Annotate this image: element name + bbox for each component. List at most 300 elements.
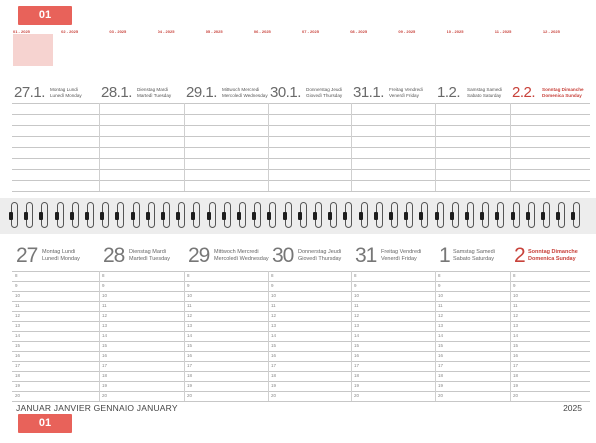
hour-label: 20 <box>354 393 360 398</box>
month-grid <box>495 34 541 78</box>
month-day-cell <box>81 72 88 77</box>
hour-label: 15 <box>438 343 444 348</box>
column-divider <box>99 103 100 191</box>
spiral-ring <box>314 202 323 230</box>
spiral-ring <box>329 202 338 230</box>
column-divider <box>435 103 436 191</box>
spiral-ring <box>162 202 171 230</box>
day-date: 29.1. <box>186 84 217 101</box>
month-day-cell <box>254 72 261 77</box>
hour-label: 19 <box>15 383 21 388</box>
hour-label: 14 <box>513 333 519 338</box>
month-title: 02 - 2025 <box>61 29 79 34</box>
spiral-ring <box>527 202 536 230</box>
hour-label: 14 <box>187 333 193 338</box>
month-grid <box>206 34 252 78</box>
spiral-ring <box>360 202 369 230</box>
month-day-cell <box>267 72 274 77</box>
spiral-ring <box>512 202 521 230</box>
month-day-cell <box>39 72 46 77</box>
month-day-cell <box>480 72 487 77</box>
month-day-cell <box>447 72 454 77</box>
hour-label: 18 <box>187 373 193 378</box>
day-name-line: Montag Lundi <box>42 249 76 255</box>
hour-label: 9 <box>513 283 516 288</box>
month-day-cell <box>508 72 515 77</box>
bottom-page <box>0 234 596 443</box>
month-day-cell <box>61 72 68 77</box>
day-name-line: Giovedì Thursday <box>306 92 343 98</box>
month-day-cell <box>20 72 27 77</box>
column-divider <box>351 103 352 191</box>
hour-label: 20 <box>15 393 21 398</box>
day-name-line: Montag Lundi <box>50 87 78 92</box>
day-names <box>42 249 80 262</box>
bottom-hour-grid <box>12 271 590 402</box>
month-grid <box>350 34 396 78</box>
hour-label: 13 <box>271 323 277 328</box>
spiral-ring <box>10 202 19 230</box>
hour-label: 8 <box>438 273 441 278</box>
month-day-cell <box>74 72 81 77</box>
year-overview-calendars <box>12 29 590 81</box>
month-day-cell <box>280 72 287 77</box>
month-tab-top[interactable]: 01 <box>18 6 72 25</box>
hour-label: 15 <box>187 343 193 348</box>
month-day-cell <box>350 72 357 77</box>
month-day-cell <box>486 72 493 77</box>
top-day-header <box>184 83 268 103</box>
month-grid <box>254 34 300 78</box>
day-names <box>50 87 82 98</box>
month-day-cell <box>405 72 412 77</box>
spiral-ring <box>192 202 201 230</box>
hour-label: 19 <box>187 383 193 388</box>
day-date: 31.1. <box>353 84 384 101</box>
month-day-cell <box>342 72 349 77</box>
day-name-line: Martedì Tuesday <box>137 92 172 98</box>
month-day-cell <box>534 72 541 77</box>
month-day-cell <box>46 72 53 77</box>
day-date: 30.1. <box>270 84 301 101</box>
month-calendar <box>13 29 59 81</box>
top-day-header <box>510 83 590 103</box>
hour-label: 9 <box>102 283 105 288</box>
hour-label: 17 <box>15 363 21 368</box>
writing-line <box>12 191 590 192</box>
hour-label: 13 <box>354 323 360 328</box>
hour-label: 17 <box>438 363 444 368</box>
hour-label: 13 <box>15 323 21 328</box>
day-name-line: Domenica Sunday <box>542 92 582 98</box>
day-name-line: Sabato Saturday <box>467 92 502 98</box>
spiral-ring <box>177 202 186 230</box>
day-date: 1.2. <box>437 84 461 101</box>
hour-label: 18 <box>15 373 21 378</box>
month-day-cell <box>142 72 149 77</box>
month-day-cell <box>158 72 165 77</box>
day-number: 30 <box>272 244 294 267</box>
hour-label: 16 <box>438 353 444 358</box>
month-grid <box>158 34 204 78</box>
month-day-cell <box>377 72 384 77</box>
column-divider <box>435 271 436 401</box>
top-day-header <box>351 83 435 103</box>
month-title: 03 - 2025 <box>109 29 127 34</box>
hour-label: 12 <box>102 313 108 318</box>
month-day-cell <box>109 72 116 77</box>
day-name-line: Mittwoch Mercredi <box>214 249 259 255</box>
hour-label: 12 <box>187 313 193 318</box>
spiral-ring <box>284 202 293 230</box>
month-title: 11 - 2025 <box>494 29 512 34</box>
hour-label: 19 <box>354 383 360 388</box>
day-number: 31 <box>355 244 377 267</box>
day-name-line: Domenica Sunday <box>528 255 576 262</box>
month-calendar <box>302 29 348 81</box>
top-day-header <box>12 83 99 103</box>
hour-label: 12 <box>354 313 360 318</box>
hour-label: 14 <box>354 333 360 338</box>
day-date: 2.2. <box>512 84 536 101</box>
month-day-cell <box>260 72 267 77</box>
month-title: 06 - 2025 <box>253 29 271 34</box>
column-divider <box>184 271 185 401</box>
bottom-day-header <box>188 244 268 272</box>
hour-label: 20 <box>438 393 444 398</box>
spiral-ring <box>572 202 581 230</box>
hour-label: 11 <box>438 303 443 308</box>
top-page <box>0 0 596 198</box>
spiral-ring <box>375 202 384 230</box>
spiral-ring <box>253 202 262 230</box>
spiral-ring <box>557 202 566 230</box>
spiral-ring <box>344 202 353 230</box>
hour-label: 14 <box>15 333 21 338</box>
spiral-ring <box>238 202 247 230</box>
spiral-ring <box>268 202 277 230</box>
hour-label: 18 <box>354 373 360 378</box>
top-day-header <box>99 83 184 103</box>
month-calendar <box>543 29 589 81</box>
spiral-ring <box>101 202 110 230</box>
bottom-day-header <box>103 244 184 272</box>
column-divider <box>268 271 269 401</box>
hour-label: 19 <box>513 383 519 388</box>
month-day-cell <box>315 72 322 77</box>
month-day-cell <box>293 72 300 77</box>
day-names <box>214 249 269 262</box>
day-names <box>389 87 423 98</box>
spiral-ring <box>208 202 217 230</box>
month-title: 08 - 2025 <box>350 29 368 34</box>
spiral-ring <box>116 202 125 230</box>
day-names <box>298 249 341 262</box>
day-number: 28 <box>103 244 125 267</box>
month-day-cell <box>335 72 342 77</box>
day-date: 27.1. <box>14 84 45 101</box>
month-grid <box>447 34 493 78</box>
month-calendar <box>398 29 444 81</box>
day-name-line: Dienstag Mardi <box>137 87 168 92</box>
hour-label: 16 <box>15 353 21 358</box>
day-name-line: Venerdì Friday <box>389 92 419 98</box>
month-day-cell <box>412 72 419 77</box>
month-day-cell <box>363 72 370 77</box>
hour-label: 19 <box>438 383 444 388</box>
hour-label: 11 <box>513 303 518 308</box>
month-day-cell <box>287 72 294 77</box>
hour-label: 15 <box>513 343 519 348</box>
top-day-header <box>435 83 510 103</box>
column-divider <box>510 103 511 191</box>
spiral-ring <box>481 202 490 230</box>
month-day-cell <box>521 72 528 77</box>
hour-label: 17 <box>187 363 193 368</box>
month-day-cell <box>13 72 20 77</box>
month-calendar <box>61 29 107 81</box>
hour-label: 13 <box>438 323 444 328</box>
bottom-day-header <box>439 244 510 272</box>
spiral-ring <box>466 202 475 230</box>
hour-label: 9 <box>271 283 274 288</box>
footer-month: JANUAR JANVIER GENNAIO JANUARY <box>16 403 178 413</box>
month-day-cell <box>94 72 101 77</box>
hour-label: 12 <box>438 313 444 318</box>
hour-label: 17 <box>271 363 277 368</box>
spiral-ring <box>390 202 399 230</box>
day-name-line: Donnerstag Jeudi <box>306 87 343 92</box>
hour-label: 19 <box>102 383 108 388</box>
hour-label: 15 <box>271 343 277 348</box>
month-day-cell <box>390 72 397 77</box>
hour-label: 10 <box>187 293 193 298</box>
spiral-binding <box>0 198 596 234</box>
hour-label: 16 <box>271 353 277 358</box>
month-day-cell <box>563 72 570 77</box>
month-calendar <box>447 29 493 81</box>
hour-label: 20 <box>513 393 519 398</box>
month-day-cell <box>495 72 502 77</box>
spiral-ring <box>25 202 34 230</box>
month-day-cell <box>184 72 191 77</box>
top-day-header <box>268 83 351 103</box>
hour-label: 11 <box>271 303 276 308</box>
month-day-cell <box>219 72 226 77</box>
month-day-cell <box>129 72 136 77</box>
hour-label: 8 <box>15 273 18 278</box>
day-name-line: Lunedì Monday <box>42 255 80 262</box>
spiral-ring <box>132 202 141 230</box>
month-day-cell <box>582 72 589 77</box>
month-day-cell <box>190 72 197 77</box>
month-day-cell <box>370 72 377 77</box>
day-names <box>381 249 421 262</box>
day-name-line: Samstag Samedi <box>467 87 502 92</box>
hour-label: 12 <box>271 313 277 318</box>
spiral-ring <box>86 202 95 230</box>
hour-label: 16 <box>354 353 360 358</box>
hour-label: 11 <box>354 303 359 308</box>
month-day-cell <box>576 72 583 77</box>
month-calendar <box>254 29 300 81</box>
day-number: 29 <box>188 244 210 267</box>
month-day-cell <box>274 72 281 77</box>
month-day-cell <box>473 72 480 77</box>
hour-label: 10 <box>354 293 360 298</box>
day-name-line: Mittwoch Mercredi <box>222 87 260 92</box>
month-day-cell <box>438 72 445 77</box>
month-day-cell <box>225 72 232 77</box>
column-divider <box>351 271 352 401</box>
month-grid <box>109 34 155 78</box>
month-day-cell <box>197 72 204 77</box>
day-name-line: Sabato Saturday <box>453 255 494 262</box>
month-title: 12 - 2025 <box>542 29 560 34</box>
spiral-ring <box>451 202 460 230</box>
hour-label: 8 <box>102 273 105 278</box>
month-day-cell <box>501 72 508 77</box>
day-name-line: Samstag Samedi <box>453 249 495 255</box>
month-day-cell <box>206 72 213 77</box>
hour-label: 10 <box>102 293 108 298</box>
hour-label: 10 <box>271 293 277 298</box>
hour-label: 11 <box>15 303 20 308</box>
hour-label: 10 <box>15 293 21 298</box>
month-grid <box>13 34 59 78</box>
month-grid <box>543 34 589 78</box>
month-grid <box>398 34 444 78</box>
month-day-cell <box>383 72 390 77</box>
month-tab-bottom[interactable]: 01 <box>18 414 72 433</box>
hour-label: 16 <box>102 353 108 358</box>
footer-year: 2025 <box>563 403 582 413</box>
hour-label: 18 <box>513 373 519 378</box>
day-number: 27 <box>16 244 38 267</box>
month-calendar <box>350 29 396 81</box>
day-names <box>453 249 495 262</box>
day-name-line: Mercoledì Wednesday <box>214 255 269 262</box>
hour-label: 13 <box>102 323 108 328</box>
hour-label: 17 <box>102 363 108 368</box>
month-day-cell <box>177 72 184 77</box>
spiral-ring <box>56 202 65 230</box>
month-day-cell <box>116 72 123 77</box>
month-day-cell <box>549 72 556 77</box>
hour-label: 15 <box>354 343 360 348</box>
spiral-ring <box>223 202 232 230</box>
month-title: 10 - 2025 <box>446 29 464 34</box>
bottom-day-header <box>355 244 435 272</box>
hour-label: 17 <box>354 363 360 368</box>
day-names <box>137 87 171 98</box>
month-day-cell <box>569 72 576 77</box>
day-names <box>222 87 268 98</box>
hour-label: 10 <box>438 293 444 298</box>
month-day-cell <box>101 72 108 77</box>
hour-label: 13 <box>187 323 193 328</box>
day-name-line: Martedì Tuesday <box>129 255 170 262</box>
month-day-cell <box>123 72 130 77</box>
month-title: 04 - 2025 <box>157 29 175 34</box>
month-day-cell <box>431 72 438 77</box>
spiral-ring <box>40 202 49 230</box>
month-day-cell <box>232 72 239 77</box>
hour-label: 12 <box>15 313 21 318</box>
month-calendar <box>158 29 204 81</box>
day-name-line: Freitag Vendredi <box>389 87 423 92</box>
hour-label: 8 <box>271 273 274 278</box>
month-day-cell <box>515 72 522 77</box>
hour-label: 10 <box>513 293 519 298</box>
column-divider <box>268 103 269 191</box>
top-writing-lines <box>12 103 590 198</box>
month-day-cell <box>302 72 309 77</box>
day-name-line: Donnerstag Jeudi <box>298 249 342 255</box>
hour-line <box>12 401 590 402</box>
hour-label: 20 <box>102 393 108 398</box>
hour-label: 20 <box>271 393 277 398</box>
day-names <box>306 87 342 98</box>
hour-label: 11 <box>187 303 192 308</box>
hour-label: 13 <box>513 323 519 328</box>
hour-label: 9 <box>354 283 357 288</box>
hour-label: 12 <box>513 313 519 318</box>
month-day-cell <box>136 72 143 77</box>
spiral-ring <box>496 202 505 230</box>
month-title: 01 - 2025 <box>13 29 30 34</box>
spiral-ring <box>299 202 308 230</box>
day-date: 28.1. <box>101 84 132 101</box>
month-title: 09 - 2025 <box>398 29 416 34</box>
hour-label: 17 <box>513 363 519 368</box>
month-title: 05 - 2025 <box>205 29 223 34</box>
hour-label: 14 <box>102 333 108 338</box>
month-calendar <box>495 29 541 81</box>
hour-label: 15 <box>102 343 108 348</box>
spiral-ring <box>71 202 80 230</box>
bottom-day-header <box>514 244 590 272</box>
hour-label: 19 <box>271 383 277 388</box>
month-calendar <box>109 29 155 81</box>
spiral-ring <box>420 202 429 230</box>
hour-label: 18 <box>271 373 277 378</box>
month-day-cell <box>164 72 171 77</box>
month-grid <box>61 34 107 78</box>
column-divider <box>184 103 185 191</box>
month-day-cell <box>328 72 335 77</box>
month-day-cell <box>149 72 156 77</box>
day-names <box>542 87 584 98</box>
spiral-ring <box>436 202 445 230</box>
month-day-cell <box>466 72 473 77</box>
month-day-cell <box>245 72 252 77</box>
day-names <box>467 87 502 98</box>
day-name-line: Venerdì Friday <box>381 255 417 262</box>
month-day-cell <box>398 72 405 77</box>
month-day-cell <box>88 72 95 77</box>
day-names <box>129 249 170 262</box>
day-names <box>528 249 578 262</box>
month-day-cell <box>543 72 550 77</box>
hour-label: 14 <box>438 333 444 338</box>
day-name-line: Giovedì Thursday <box>298 255 342 262</box>
month-day-cell <box>26 72 33 77</box>
day-name-line: Freitag Vendredi <box>381 249 422 255</box>
day-name-line: Dienstag Mardi <box>129 249 166 255</box>
hour-label: 9 <box>187 283 190 288</box>
day-number: 1 <box>439 244 450 267</box>
